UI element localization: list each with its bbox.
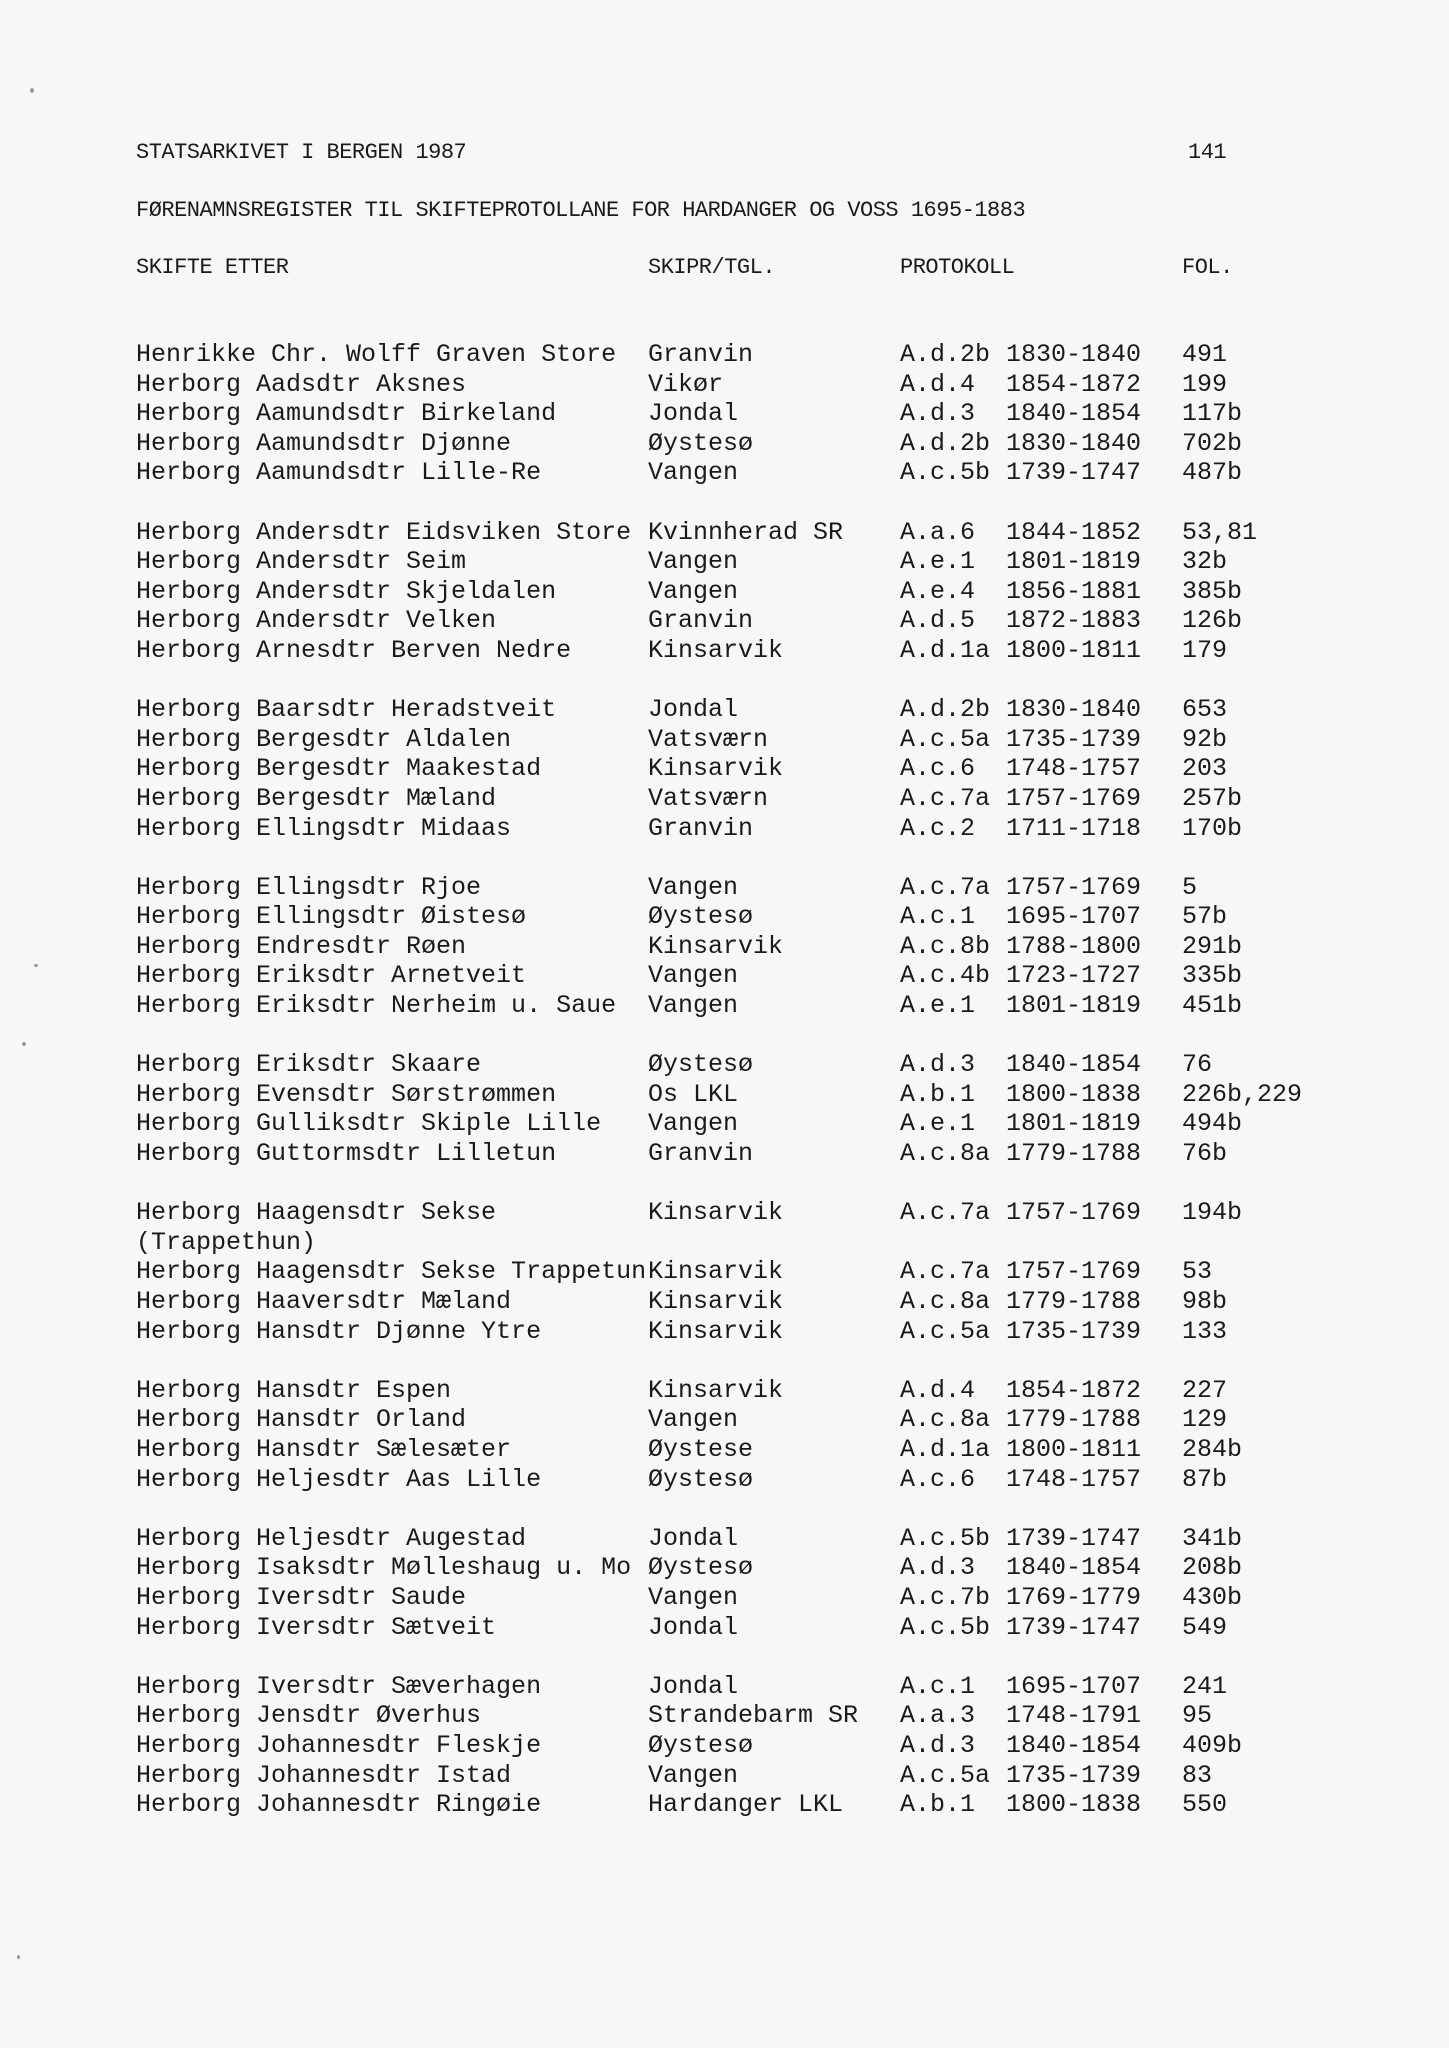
- entry-protocol: A.c.7b: [900, 1582, 991, 1612]
- entry-name: Herborg Ellingsdtr Midaas: [136, 813, 512, 843]
- entry-name: Herborg Hansdtr Djønne Ytre: [136, 1316, 542, 1346]
- entry-years: 1748-1757: [1006, 1464, 1142, 1494]
- table-row: [136, 399, 1336, 429]
- entry-protocol: A.d.3: [900, 1730, 976, 1760]
- entry-place: Vangen: [648, 1109, 739, 1139]
- entry-years: 1856-1881: [1006, 576, 1142, 606]
- entry-name: Herborg Bergesdtr Aldalen: [136, 724, 512, 754]
- entry-years: 1800-1838: [1006, 1079, 1142, 1109]
- table-row: [136, 370, 1336, 400]
- entry-name: Herborg Haaversdtr Mæland: [136, 1287, 512, 1316]
- table-row: [136, 1583, 1336, 1613]
- entry-years: 1801-1819: [1006, 547, 1142, 577]
- entry-place: Øystesø: [648, 428, 754, 458]
- entry-protocol: A.a.6: [900, 517, 976, 547]
- table-row: [136, 1139, 1336, 1169]
- table-row: [136, 991, 1336, 1021]
- entry-protocol: A.c.4b: [900, 961, 991, 991]
- entry-folio: 129: [1182, 1405, 1228, 1435]
- entry-name: Herborg Aamundsdtr Birkeland: [136, 399, 557, 429]
- table-row: [136, 1257, 1336, 1287]
- entry-protocol: A.c.8a: [900, 1139, 991, 1169]
- entry-folio: 194b: [1182, 1198, 1243, 1228]
- table-row: [136, 1376, 1336, 1406]
- table-row: [136, 1080, 1336, 1110]
- entry-years: 1748-1757: [1006, 754, 1142, 784]
- entry-folio: 53: [1182, 1257, 1213, 1287]
- entry-place: Strandebarm SR: [648, 1701, 859, 1731]
- scan-speck: [17, 1955, 20, 1959]
- table-row: [136, 636, 1336, 666]
- entry-name: (Trappethun): [136, 1227, 317, 1257]
- entry-name: Herborg Haagensdtr Sekse: [136, 1198, 497, 1228]
- page-title: FØRENAMNSREGISTER TIL SKIFTEPROTOLLANE FOR HARDANGER OG VOSS 1695-1883: [136, 198, 1026, 223]
- entry-name: Herborg Heljesdtr Aas Lille: [136, 1464, 542, 1494]
- entry-protocol: A.c.8a: [900, 1287, 991, 1316]
- entry-years: 1711-1718: [1006, 813, 1142, 843]
- entry-name: Herborg Bergesdtr Mæland: [136, 783, 497, 813]
- table-row: [136, 1435, 1336, 1465]
- entry-folio: 170b: [1182, 813, 1243, 843]
- entry-name: Herborg Arnesdtr Berven Nedre: [136, 635, 572, 665]
- entry-years: 1739-1747: [1006, 1612, 1142, 1642]
- entry-years: 1840-1854: [1006, 399, 1142, 429]
- entry-protocol: A.c.6: [900, 1464, 976, 1494]
- table-row: [136, 754, 1336, 784]
- entry-protocol: A.c.1: [900, 902, 976, 932]
- table-row: [136, 1790, 1336, 1820]
- entry-years: 1779-1788: [1006, 1405, 1142, 1435]
- entry-name: Herborg Aamundsdtr Djønne: [136, 428, 512, 458]
- entry-protocol: A.c.1: [900, 1671, 976, 1701]
- table-row: [136, 518, 1336, 548]
- entry-folio: 126b: [1182, 606, 1243, 636]
- entry-name: Herborg Iversdtr Saude: [136, 1582, 467, 1612]
- entry-protocol: A.d.3: [900, 1553, 976, 1583]
- entry-folio: 95: [1182, 1701, 1213, 1731]
- entry-folio: 133: [1182, 1316, 1228, 1346]
- entry-protocol: A.e.4: [900, 576, 976, 606]
- table-row: [136, 1287, 1336, 1317]
- entry-place: Vangen: [648, 991, 739, 1021]
- entry-folio: 208b: [1182, 1553, 1243, 1583]
- entry-protocol: A.c.7a: [900, 872, 991, 902]
- entry-years: 1854-1872: [1006, 1375, 1142, 1405]
- entry-years: 1757-1769: [1006, 1257, 1142, 1287]
- entry-protocol: A.c.5a: [900, 1316, 991, 1346]
- entry-place: Kinsarvik: [648, 1257, 784, 1287]
- entry-protocol: A.d.3: [900, 1050, 976, 1080]
- entry-years: 1735-1739: [1006, 1316, 1142, 1346]
- entry-name: Herborg Andersdtr Velken: [136, 606, 497, 636]
- entry-folio: 284b: [1182, 1434, 1243, 1464]
- entry-place: Vangen: [648, 458, 739, 488]
- entry-years: 1872-1883: [1006, 606, 1142, 636]
- entry-years: 1739-1747: [1006, 458, 1142, 488]
- entry-years: 1748-1791: [1006, 1701, 1142, 1731]
- entry-place: Vatsværn: [648, 783, 769, 813]
- entry-name: Herborg Hansdtr Espen: [136, 1375, 452, 1405]
- entry-folio: 98b: [1182, 1287, 1228, 1316]
- entry-years: 1769-1779: [1006, 1582, 1142, 1612]
- entry-folio: 550: [1182, 1790, 1228, 1820]
- entry-place: Jondal: [648, 1523, 739, 1553]
- entry-name: Herborg Haagensdtr Sekse Trappetun: [136, 1257, 647, 1287]
- entry-years: 1800-1811: [1006, 635, 1142, 665]
- entry-place: Vikør: [648, 369, 724, 399]
- entry-years: 1779-1788: [1006, 1287, 1142, 1316]
- entry-name: Herborg Bergesdtr Maakestad: [136, 754, 542, 784]
- table-row: [136, 873, 1336, 903]
- entry-place: Øystese: [648, 1434, 754, 1464]
- entry-name: Herborg Heljesdtr Augestad: [136, 1523, 527, 1553]
- entry-years: 1854-1872: [1006, 369, 1142, 399]
- entry-folio: 226b,229: [1182, 1079, 1303, 1109]
- table-row: [136, 1228, 1336, 1258]
- entry-name: Herborg Evensdtr Sørstrømmen: [136, 1079, 557, 1109]
- entry-years: 1840-1854: [1006, 1050, 1142, 1080]
- entry-place: Vangen: [648, 1405, 739, 1435]
- entry-protocol: A.c.8b: [900, 931, 991, 961]
- page-number: 141: [1188, 140, 1227, 165]
- table-row: [136, 577, 1336, 607]
- entry-name: Herborg Johannesdtr Ringøie: [136, 1790, 542, 1820]
- entry-protocol: A.c.5b: [900, 458, 991, 488]
- entry-name: Herborg Iversdtr Sæverhagen: [136, 1671, 542, 1701]
- entry-folio: 76b: [1182, 1139, 1228, 1169]
- table-row: [136, 902, 1336, 932]
- entry-years: 1801-1819: [1006, 1109, 1142, 1139]
- entry-folio: 341b: [1182, 1523, 1243, 1553]
- entry-name: Herborg Andersdtr Eidsviken Store: [136, 517, 632, 547]
- entry-protocol: A.d.1a: [900, 1434, 991, 1464]
- entry-place: Kinsarvik: [648, 754, 784, 784]
- entry-folio: 702b: [1182, 428, 1243, 458]
- entry-place: Kinsarvik: [648, 931, 784, 961]
- entry-place: Vangen: [648, 547, 739, 577]
- entry-place: Øystesø: [648, 1464, 754, 1494]
- table-row: [136, 340, 1336, 370]
- entry-folio: 203: [1182, 754, 1228, 784]
- entry-years: 1695-1707: [1006, 902, 1142, 932]
- entry-protocol: A.d.3: [900, 399, 976, 429]
- entry-name: Herborg Gulliksdtr Skiple Lille: [136, 1109, 602, 1139]
- table-row: [136, 1405, 1336, 1435]
- entry-protocol: A.d.4: [900, 1375, 976, 1405]
- entry-years: 1801-1819: [1006, 991, 1142, 1021]
- entry-place: Kinsarvik: [648, 635, 784, 665]
- table-row: [136, 547, 1336, 577]
- entry-place: Kvinnherad SR: [648, 517, 844, 547]
- entry-years: 1735-1739: [1006, 1760, 1142, 1790]
- entry-years: 1800-1838: [1006, 1790, 1142, 1820]
- entry-name: Herborg Johannesdtr Fleskje: [136, 1730, 542, 1760]
- entry-protocol: A.c.8a: [900, 1405, 991, 1435]
- entry-name: Herborg Endresdtr Røen: [136, 931, 467, 961]
- entry-folio: 92b: [1182, 724, 1228, 754]
- table-row: [136, 1317, 1336, 1347]
- entry-folio: 117b: [1182, 399, 1243, 429]
- entry-place: Øystesø: [648, 902, 754, 932]
- entry-years: 1757-1769: [1006, 1198, 1142, 1228]
- entry-protocol: A.d.4: [900, 369, 976, 399]
- entry-place: Jondal: [648, 695, 739, 725]
- entry-folio: 199: [1182, 369, 1228, 399]
- entry-place: Vangen: [648, 1582, 739, 1612]
- entry-name: Herborg Aadsdtr Aksnes: [136, 369, 467, 399]
- entry-protocol: A.d.1a: [900, 635, 991, 665]
- table-row: [136, 458, 1336, 488]
- entry-folio: 549: [1182, 1612, 1228, 1642]
- entry-place: Vatsværn: [648, 724, 769, 754]
- table-row: [136, 814, 1336, 844]
- entry-folio: 179: [1182, 635, 1228, 665]
- entry-name: Herborg Hansdtr Orland: [136, 1405, 467, 1435]
- entry-years: 1844-1852: [1006, 517, 1142, 547]
- entry-folio: 409b: [1182, 1730, 1243, 1760]
- entry-protocol: A.c.5b: [900, 1612, 991, 1642]
- entry-place: Øystesø: [648, 1553, 754, 1583]
- entry-years: 1830-1840: [1006, 695, 1142, 725]
- column-header-name: SKIFTE ETTER: [136, 255, 289, 280]
- entry-place: Jondal: [648, 1612, 739, 1642]
- entry-protocol: A.e.1: [900, 1109, 976, 1139]
- table-row: [136, 1731, 1336, 1761]
- entry-place: Os LKL: [648, 1079, 739, 1109]
- entry-place: Øystesø: [648, 1050, 754, 1080]
- scan-speck: [34, 964, 38, 967]
- entry-years: 1723-1727: [1006, 961, 1142, 991]
- entry-folio: 430b: [1182, 1582, 1243, 1612]
- entry-protocol: A.c.5a: [900, 1760, 991, 1790]
- entry-place: Kinsarvik: [648, 1198, 784, 1228]
- entry-name: Herborg Ellingsdtr Øistesø: [136, 902, 527, 932]
- table-row: [136, 1613, 1336, 1643]
- entry-name: Herborg Iversdtr Sætveit: [136, 1612, 497, 1642]
- entry-name: Herborg Andersdtr Skjeldalen: [136, 576, 557, 606]
- entry-folio: 87b: [1182, 1464, 1228, 1494]
- entry-protocol: A.e.1: [900, 547, 976, 577]
- entry-protocol: A.c.5b: [900, 1523, 991, 1553]
- entry-place: Vangen: [648, 872, 739, 902]
- entry-years: 1757-1769: [1006, 872, 1142, 902]
- entry-place: Hardanger LKL: [648, 1790, 844, 1820]
- entry-folio: 57b: [1182, 902, 1228, 932]
- entry-folio: 487b: [1182, 458, 1243, 488]
- archive-header: STATSARKIVET I BERGEN 1987: [136, 140, 467, 165]
- entry-years: 1830-1840: [1006, 340, 1142, 369]
- entry-protocol: A.c.5a: [900, 724, 991, 754]
- entry-years: 1739-1747: [1006, 1523, 1142, 1553]
- entry-name: Herborg Johannesdtr Istad: [136, 1760, 512, 1790]
- column-header-protocol: PROTOKOLL: [900, 255, 1015, 280]
- table-row: [136, 1553, 1336, 1583]
- entry-years: 1735-1739: [1006, 724, 1142, 754]
- entry-folio: 335b: [1182, 961, 1243, 991]
- table-row: [136, 1198, 1336, 1228]
- entry-place: Vangen: [648, 961, 739, 991]
- table-row: [136, 606, 1336, 636]
- entry-years: 1695-1707: [1006, 1671, 1142, 1701]
- column-header-folio: FOL.: [1182, 255, 1233, 280]
- entry-name: Herborg Eriksdtr Arnetveit: [136, 961, 527, 991]
- scan-speck: [22, 1042, 26, 1046]
- entry-name: Herborg Hansdtr Sælesæter: [136, 1434, 512, 1464]
- entry-folio: 241: [1182, 1671, 1228, 1701]
- entry-place: Vangen: [648, 1760, 739, 1790]
- entry-protocol: A.c.7a: [900, 1257, 991, 1287]
- entry-name: Herborg Isaksdtr Mølleshaug u. Mo: [136, 1553, 632, 1583]
- entry-protocol: A.c.7a: [900, 1198, 991, 1228]
- entry-folio: 76: [1182, 1050, 1213, 1080]
- entry-place: Granvin: [648, 340, 754, 369]
- table-row: [136, 695, 1336, 725]
- entry-folio: 53,81: [1182, 517, 1258, 547]
- entry-name: Herborg Ellingsdtr Rjoe: [136, 872, 482, 902]
- table-row: [136, 961, 1336, 991]
- entry-name: Henrikke Chr. Wolff Graven Store: [136, 340, 617, 369]
- entry-name: Herborg Jensdtr Øverhus: [136, 1701, 482, 1731]
- table-row: [136, 1050, 1336, 1080]
- entry-protocol: A.c.6: [900, 754, 976, 784]
- entry-protocol: A.b.1: [900, 1079, 976, 1109]
- entry-place: Vangen: [648, 576, 739, 606]
- entry-folio: 491: [1182, 340, 1228, 369]
- entry-name: Herborg Eriksdtr Nerheim u. Saue: [136, 991, 617, 1021]
- table-row: [136, 1109, 1336, 1139]
- entry-protocol: A.a.3: [900, 1701, 976, 1731]
- table-row: [136, 429, 1336, 459]
- entry-years: 1788-1800: [1006, 931, 1142, 961]
- entry-place: Øystesø: [648, 1730, 754, 1760]
- entry-folio: 653: [1182, 695, 1228, 725]
- entry-name: Herborg Guttormsdtr Lilletun: [136, 1139, 557, 1169]
- entry-protocol: A.c.7a: [900, 783, 991, 813]
- entry-name: Herborg Eriksdtr Skaare: [136, 1050, 482, 1080]
- scan-speck: [30, 88, 34, 93]
- entry-place: Kinsarvik: [648, 1316, 784, 1346]
- entry-protocol: A.c.2: [900, 813, 976, 843]
- entry-place: Granvin: [648, 1139, 754, 1169]
- column-header-place: SKIPR/TGL.: [648, 255, 776, 280]
- entry-years: 1840-1854: [1006, 1553, 1142, 1583]
- entry-folio: 385b: [1182, 576, 1243, 606]
- table-row: [136, 1761, 1336, 1791]
- table-row: [136, 932, 1336, 962]
- entry-protocol: A.e.1: [900, 991, 976, 1021]
- entry-protocol: A.d.2b: [900, 428, 991, 458]
- entry-folio: 451b: [1182, 991, 1243, 1021]
- entry-folio: 494b: [1182, 1109, 1243, 1139]
- table-row: [136, 1465, 1336, 1495]
- entry-folio: 291b: [1182, 931, 1243, 961]
- entry-place: Granvin: [648, 813, 754, 843]
- table-row: [136, 725, 1336, 755]
- table-row: [136, 1524, 1336, 1554]
- entry-protocol: A.b.1: [900, 1790, 976, 1820]
- entry-years: 1830-1840: [1006, 428, 1142, 458]
- entry-place: Granvin: [648, 606, 754, 636]
- entry-place: Jondal: [648, 1671, 739, 1701]
- entry-years: 1840-1854: [1006, 1730, 1142, 1760]
- entry-folio: 257b: [1182, 783, 1243, 813]
- table-row: [136, 1672, 1336, 1702]
- entry-name: Herborg Andersdtr Seim: [136, 547, 467, 577]
- entry-folio: 83: [1182, 1760, 1213, 1790]
- entry-folio: 227: [1182, 1375, 1228, 1405]
- entry-protocol: A.d.2b: [900, 340, 991, 369]
- entry-name: Herborg Baarsdtr Heradstveit: [136, 695, 557, 725]
- entry-place: Kinsarvik: [648, 1287, 784, 1316]
- entry-folio: 32b: [1182, 547, 1228, 577]
- entry-folio: 5: [1182, 872, 1198, 902]
- entry-name: Herborg Aamundsdtr Lille-Re: [136, 458, 542, 488]
- table-row: [136, 784, 1336, 814]
- entry-place: Jondal: [648, 399, 739, 429]
- table-row: [136, 1701, 1336, 1731]
- entry-place: Kinsarvik: [648, 1375, 784, 1405]
- entry-years: 1800-1811: [1006, 1434, 1142, 1464]
- register-table: [136, 340, 1336, 1820]
- entry-protocol: A.d.2b: [900, 695, 991, 725]
- entry-years: 1757-1769: [1006, 783, 1142, 813]
- entry-protocol: A.d.5: [900, 606, 976, 636]
- entry-years: 1779-1788: [1006, 1139, 1142, 1169]
